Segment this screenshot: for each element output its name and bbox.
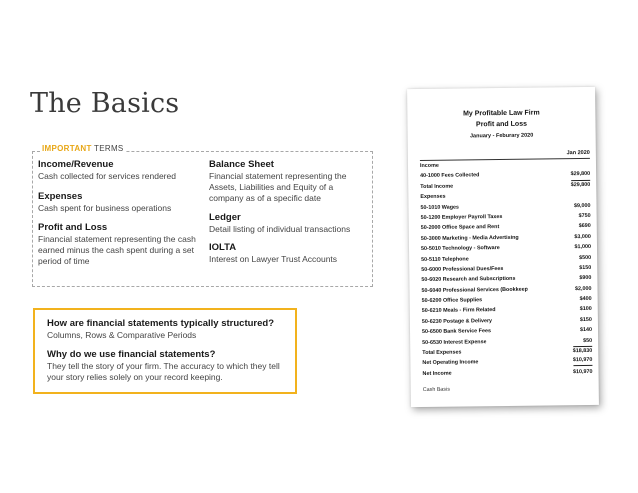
important-terms-legend xyxy=(40,144,126,153)
term-description: Financial statement representing the cash earned minus the cash spent during a set period of time xyxy=(38,234,196,266)
report-column-header: Jan 2020 xyxy=(566,149,590,157)
report-row-label: 50-5010 Technology - Software xyxy=(420,245,500,253)
report-row-label: Net Income xyxy=(422,370,452,377)
report-row-amount: $50 xyxy=(583,337,593,344)
term-description: Detail listing of individual transactions xyxy=(209,224,351,234)
term-description: Interest on Lawyer Trust Accounts xyxy=(209,254,338,264)
report-name: Profit and Loss xyxy=(475,120,528,129)
profit-loss-report xyxy=(407,87,599,407)
report-row-amount: $18,830 xyxy=(572,347,593,355)
report-row-amount: $500 xyxy=(579,254,592,261)
report-row-amount: $29,800 xyxy=(570,181,591,188)
report-row-amount: $10,970 xyxy=(572,368,593,375)
term-title: Balance Sheet xyxy=(209,159,274,170)
report-row-label: 50-6020 Research and Subscriptions xyxy=(421,276,516,284)
report-row-label: Income xyxy=(419,162,439,170)
report-row-amount: $140 xyxy=(579,327,593,334)
report-basis: Cash Basis xyxy=(422,386,451,393)
term-description: Financial statement representing the Assets, Liabilities and Equity of a company as of a specific date xyxy=(209,171,347,203)
term-title: Ledger xyxy=(209,212,241,223)
term-description: Cash spent for business operations xyxy=(38,203,172,213)
report-row-amount: $100 xyxy=(579,306,592,313)
question-why-answer: They tell the story of your firm. The accuracy to which they tell your story relies solely on your record keeping. xyxy=(47,361,280,382)
slide-title: The Basics xyxy=(30,88,180,119)
term-profit-and-loss xyxy=(38,222,196,267)
legend-highlight: IMPORTANT xyxy=(42,144,92,153)
term-title: IOLTA xyxy=(209,242,237,253)
report-row-amount: $150 xyxy=(579,264,592,271)
report-row-amount: $29,800 xyxy=(570,171,591,178)
term-iolta xyxy=(209,242,369,265)
term-ledger xyxy=(209,212,369,235)
report-row-label: 50-1010 Wages xyxy=(420,204,460,211)
term-income-revenue xyxy=(38,159,208,182)
report-row-label: 50-6500 Bank Service Fees xyxy=(421,328,492,336)
report-row-label: 40-1000 Fees Collected xyxy=(420,172,480,180)
term-description: Cash collected for services rendered xyxy=(38,171,176,181)
report-row-amount: $900 xyxy=(579,275,592,282)
term-expenses xyxy=(38,191,208,214)
report-row-label: 50-3000 Marketing - Media Advertising xyxy=(420,234,519,242)
report-row-amount: $10,970 xyxy=(573,356,593,366)
report-row-label: 50-2000 Office Space and Rent xyxy=(420,224,500,232)
report-dates: January - Feburary 2020 xyxy=(469,132,534,140)
question-structure-answer: Columns, Rows & Comparative Periods xyxy=(47,330,197,340)
report-rows xyxy=(420,159,593,379)
report-row-label: 50-6210 Meals - Firm Related xyxy=(421,307,496,315)
report-row-amount: $3,000 xyxy=(574,233,591,240)
report-row-amount: $2,000 xyxy=(574,285,592,292)
term-title: Profit and Loss xyxy=(38,222,108,233)
term-title: Expenses xyxy=(38,191,83,202)
report-row-amount: $690 xyxy=(578,223,591,230)
report-row-amount: $150 xyxy=(579,316,592,323)
report-company: My Profitable Law Firm xyxy=(463,109,540,118)
report-row-label: 50-5110 Telephone xyxy=(421,255,469,263)
report-row-label: Total Expenses xyxy=(422,349,462,357)
report-row-label: 50-6530 Interest Expense xyxy=(422,338,487,346)
report-row-label: Net Operating Income xyxy=(422,359,479,367)
report-row-label: 50-6230 Postage & Delivery xyxy=(421,317,493,325)
report-row-label: 50-6200 Office Supplies xyxy=(421,297,483,305)
report-row-label: 50-1200 Employer Payroll Taxes xyxy=(420,213,503,221)
report-row-amount: $1,000 xyxy=(574,244,592,251)
legend-rest: TERMS xyxy=(91,144,124,153)
report-row-label: Expenses xyxy=(420,193,446,201)
term-balance-sheet xyxy=(209,159,369,204)
question-why-title: Why do we use financial statements? xyxy=(47,349,216,360)
questions-box xyxy=(33,308,297,394)
report-row-amount: $750 xyxy=(578,212,591,220)
report-row xyxy=(422,367,592,379)
report-row-label: Total Income xyxy=(420,183,454,190)
question-structure-title: How are financial statements typically structured? xyxy=(47,318,275,329)
report-row-label: 50-6000 Professional Dues/Fees xyxy=(421,265,504,273)
report-row-label: 50-6040 Professional Services (Bookkeep xyxy=(421,286,528,294)
term-title: Income/Revenue xyxy=(38,159,114,170)
report-row-amount: $400 xyxy=(579,295,592,303)
report-row-amount: $9,000 xyxy=(573,202,591,209)
